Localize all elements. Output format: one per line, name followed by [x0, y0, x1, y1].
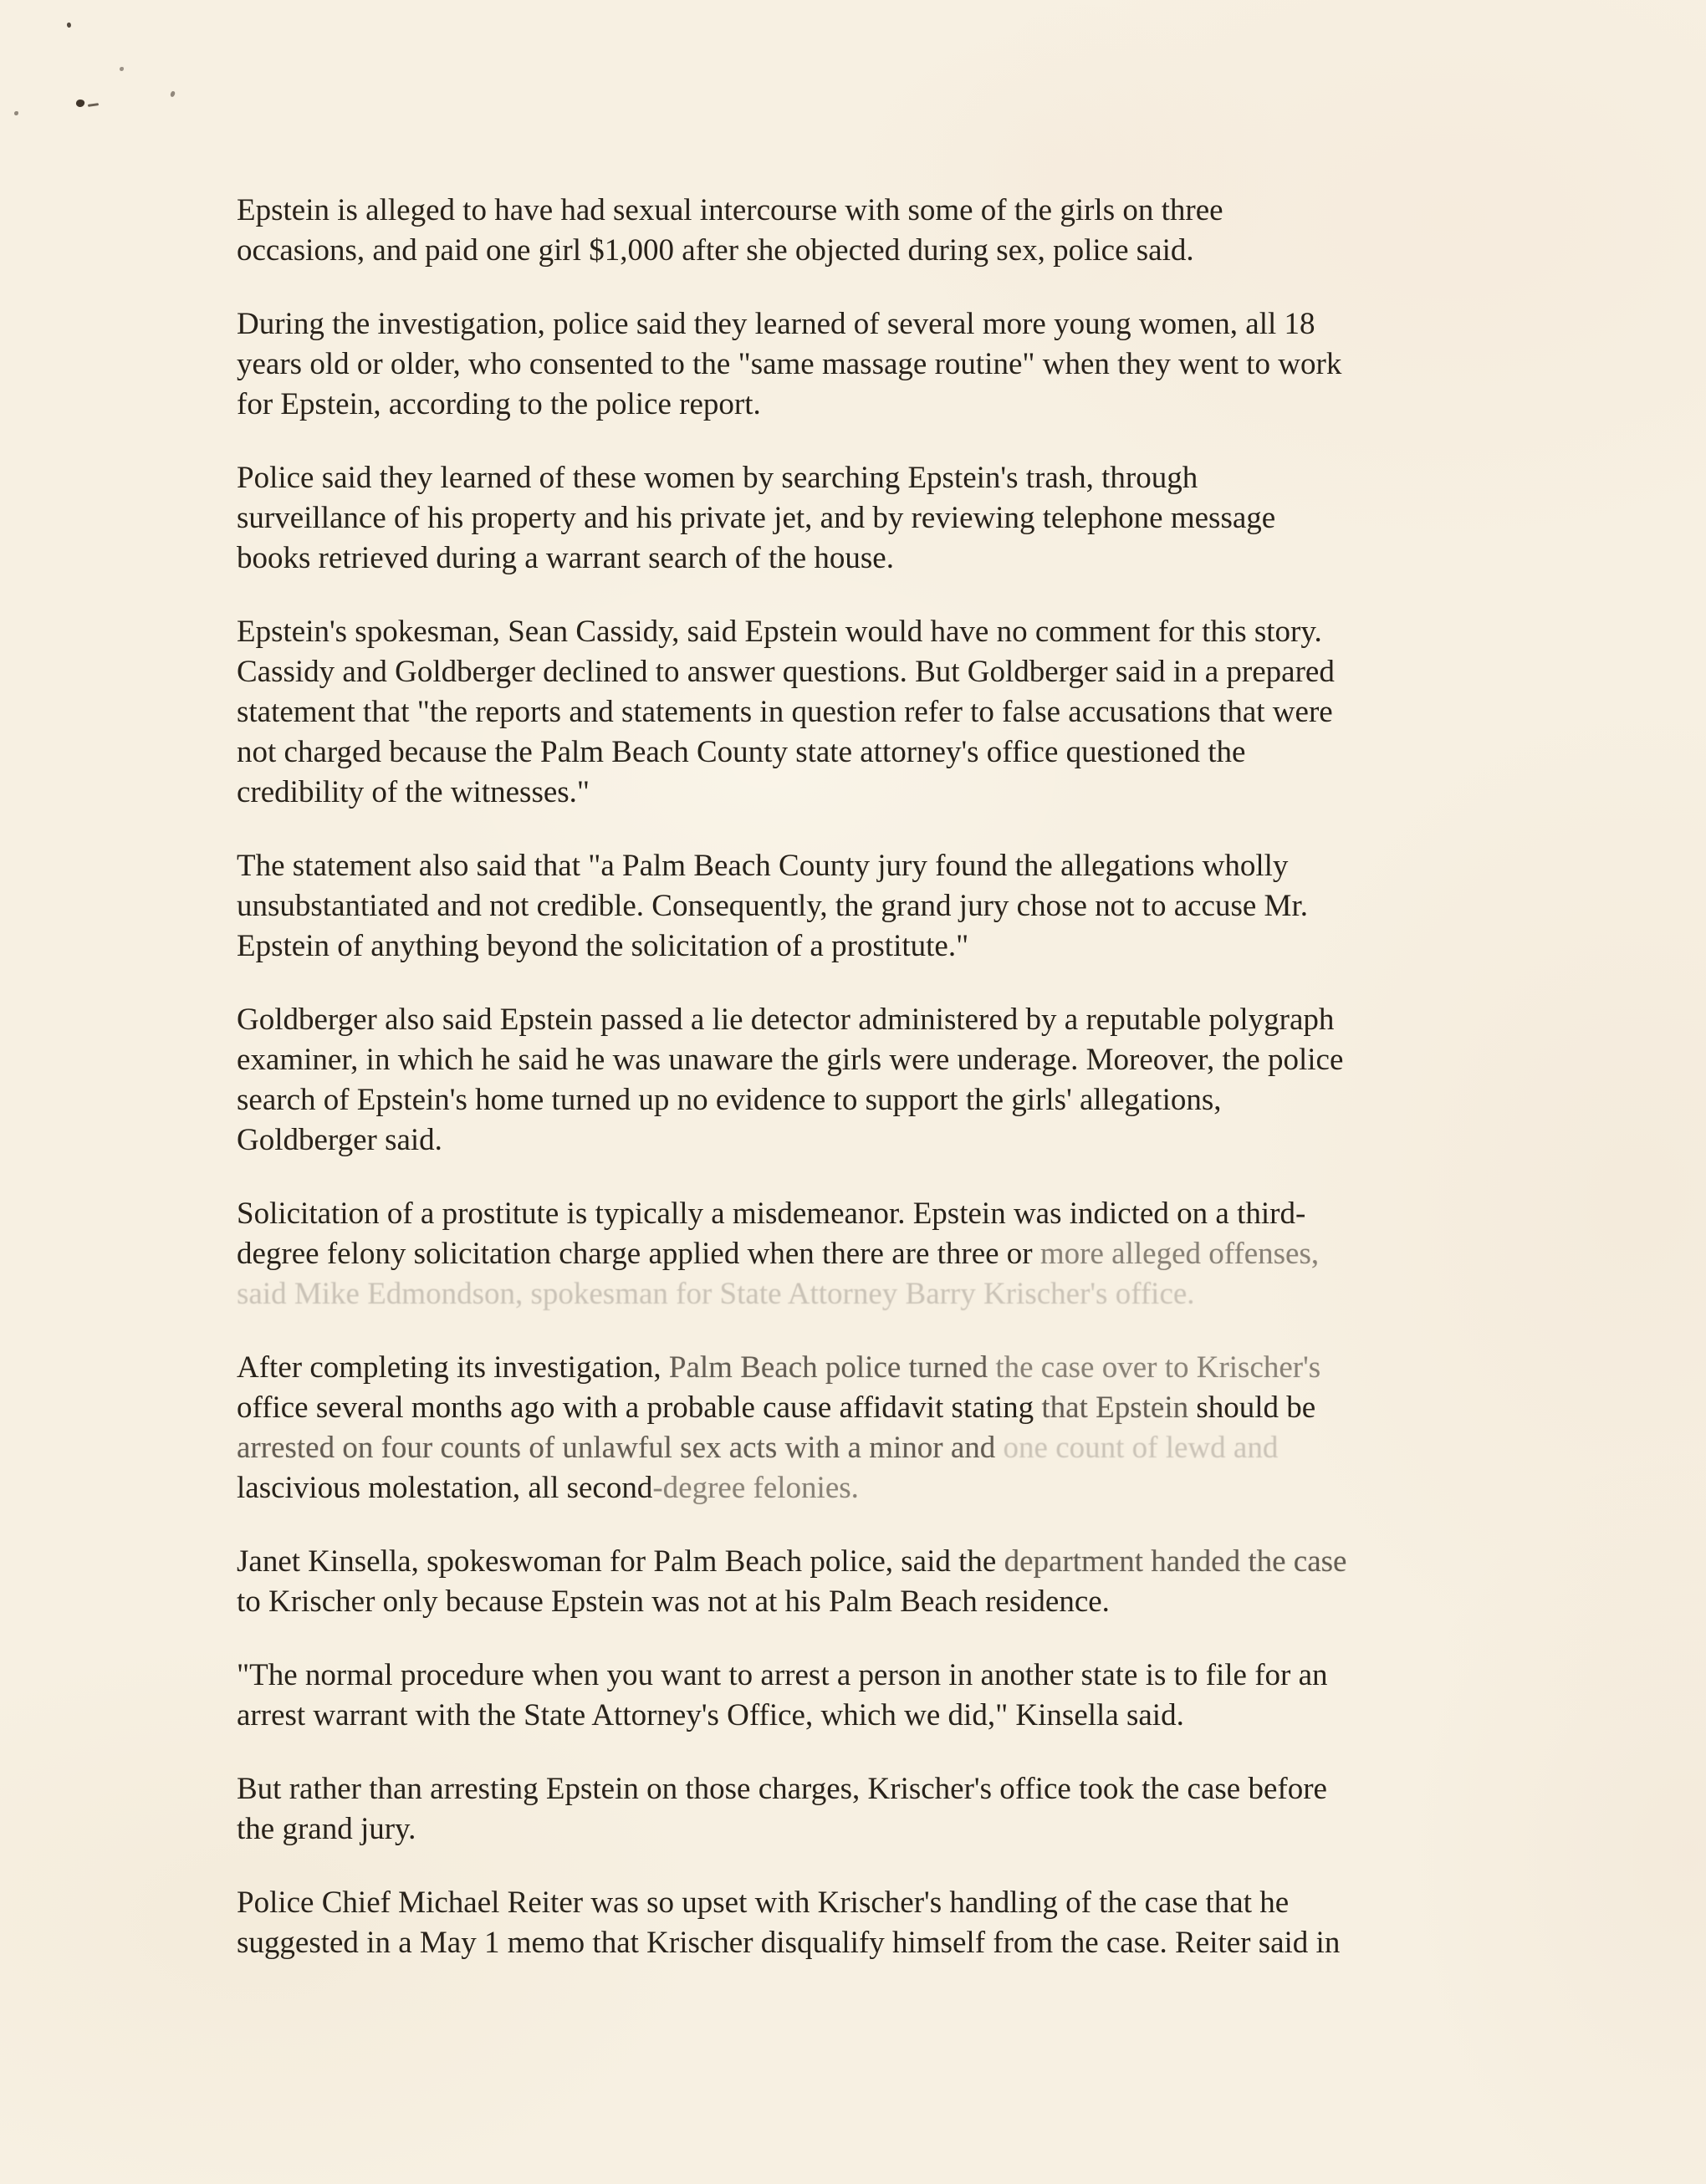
paragraph	[237, 1542, 1474, 1622]
text-line	[237, 1809, 1474, 1850]
text-segment: surveillance of his property and his private jet, and by reviewing telephone message	[237, 501, 1276, 535]
text-segment: to Krischer only because Epstein was not at his Palm Beach residence.	[237, 1584, 1110, 1619]
document-body	[237, 191, 1474, 1997]
paragraph	[237, 1883, 1474, 1963]
text-line	[237, 1040, 1474, 1080]
text-segment: department handed the case	[1004, 1544, 1347, 1579]
text-line	[237, 1348, 1474, 1388]
ink-speck	[14, 111, 18, 115]
text-segment: not charged because the Palm Beach County state attorney's office questioned the	[237, 735, 1246, 769]
text-line	[237, 498, 1474, 538]
text-segment: Janet Kinsella, spokeswoman for Palm Beach police, said the	[237, 1544, 1004, 1579]
text-line	[237, 1542, 1474, 1582]
paragraph	[237, 846, 1474, 967]
paragraph	[237, 1656, 1474, 1736]
text-segment: Cassidy and Goldberger declined to answer questions. But Goldberger said in a prepared	[237, 655, 1335, 689]
ink-speck	[75, 99, 84, 108]
text-line	[237, 1468, 1474, 1508]
text-segment: Police Chief Michael Reiter was so upset with Krischer's handling of the case that he	[237, 1885, 1290, 1920]
text-line	[237, 773, 1474, 813]
text-segment: search of Epstein's home turned up no evidence to support the girls' allegations,	[237, 1083, 1222, 1117]
text-segment: Goldberger also said Epstein passed a lie detector administered by a reputable polygraph	[237, 1003, 1335, 1037]
text-segment: "The normal procedure when you want to arrest a person in another state is to file for an	[237, 1658, 1328, 1692]
text-segment: lascivious molestation, all second	[237, 1471, 653, 1505]
text-segment: Police said they learned of these women by searching Epstein's trash, through	[237, 461, 1198, 495]
text-line	[237, 1428, 1474, 1468]
paragraph	[237, 458, 1474, 579]
text-segment: But rather than arresting Epstein on those charges, Krischer's office took the case before	[237, 1772, 1327, 1806]
text-line	[237, 926, 1474, 967]
text-line	[237, 1194, 1474, 1234]
text-segment: should be	[1196, 1391, 1316, 1425]
text-line	[237, 344, 1474, 385]
text-segment: Epstein of anything beyond the solicitation of a prostitute."	[237, 929, 969, 963]
paragraph	[237, 1194, 1474, 1314]
text-line	[237, 1696, 1474, 1736]
text-segment: years old or older, who consented to the "same massage routine" when they went to work	[237, 347, 1342, 381]
text-line	[237, 886, 1474, 926]
text-line	[237, 846, 1474, 886]
text-segment: Epstein is alleged to have had sexual intercourse with some of the girls on three	[237, 193, 1223, 227]
ink-speck	[120, 67, 124, 71]
text-segment: After completing its investigation,	[237, 1350, 669, 1385]
text-segment: -degree felonies.	[652, 1471, 859, 1505]
text-segment: examiner, in which he said he was unaware the girls were underage. Moreover, the police	[237, 1043, 1344, 1077]
text-line	[237, 1000, 1474, 1040]
text-segment: suggested in a May 1 memo that Krischer disqualify himself from the case. Reiter said in	[237, 1926, 1341, 1960]
text-line	[237, 1769, 1474, 1809]
text-segment: Palm Beach police turned	[668, 1350, 996, 1385]
text-segment: During the investigation, police said they learned of several more young women, all 18	[237, 307, 1315, 341]
text-segment: Solicitation of a prostitute is typically a misdemeanor. Epstein was indicted on a third-	[237, 1197, 1306, 1231]
text-segment: degree felony solicitation charge applied when there are three or	[237, 1237, 1040, 1271]
text-segment: that Epstein	[1041, 1391, 1197, 1425]
text-segment: said Mike Edmondson, spokesman for State Attorney Barry Krischer's office.	[237, 1277, 1195, 1311]
paragraph	[237, 1769, 1474, 1850]
text-line	[237, 652, 1474, 692]
text-line	[237, 458, 1474, 498]
text-line	[237, 1120, 1474, 1161]
paragraph	[237, 1348, 1474, 1508]
text-line	[237, 692, 1474, 732]
text-line	[237, 1274, 1474, 1314]
text-line	[237, 1080, 1474, 1120]
ink-speck	[170, 90, 176, 97]
text-line	[237, 1234, 1474, 1274]
paragraph	[237, 304, 1474, 425]
text-line	[237, 538, 1474, 579]
text-segment: statement that "the reports and statements in question refer to false accusations that were	[237, 695, 1333, 729]
text-segment: one count of lewd and	[1003, 1431, 1279, 1465]
text-segment: occasions, and paid one girl $1,000 after she objected during sex, police said.	[237, 233, 1194, 268]
text-segment: books retrieved during a warrant search of the house.	[237, 541, 894, 575]
ink-speck	[66, 22, 72, 28]
text-line	[237, 191, 1474, 231]
text-line	[237, 1388, 1474, 1428]
paragraph	[237, 191, 1474, 271]
text-segment: the case over to Krischer's	[995, 1350, 1321, 1385]
text-segment: more alleged offenses,	[1039, 1237, 1320, 1271]
text-segment: arrested on four counts of unlawful sex acts with a minor and	[237, 1431, 1004, 1465]
text-segment: arrest warrant with the State Attorney's Office, which we did," Kinsella said.	[237, 1698, 1184, 1732]
text-segment: office several months ago with a probable cause affidavit stating	[237, 1391, 1042, 1425]
text-segment: The statement also said that "a Palm Beach County jury found the allegations wholly	[237, 849, 1289, 883]
text-line	[237, 612, 1474, 652]
text-segment: Epstein's spokesman, Sean Cassidy, said Epstein would have no comment for this story.	[237, 615, 1322, 649]
text-segment: for Epstein, according to the police report.	[237, 387, 761, 421]
ink-speck	[88, 103, 99, 107]
paragraph	[237, 1000, 1474, 1161]
text-line	[237, 1883, 1474, 1923]
text-segment: the grand jury.	[237, 1812, 416, 1846]
text-segment: credibility of the witnesses."	[237, 775, 590, 809]
text-line	[237, 1656, 1474, 1696]
text-line	[237, 231, 1474, 271]
text-line	[237, 304, 1474, 344]
text-line	[237, 1582, 1474, 1622]
text-line	[237, 732, 1474, 773]
text-segment: unsubstantiated and not credible. Consequently, the grand jury chose not to accuse Mr.	[237, 889, 1308, 923]
paragraph	[237, 612, 1474, 813]
text-segment: Goldberger said.	[237, 1123, 442, 1157]
text-line	[237, 1923, 1474, 1963]
text-line	[237, 385, 1474, 425]
